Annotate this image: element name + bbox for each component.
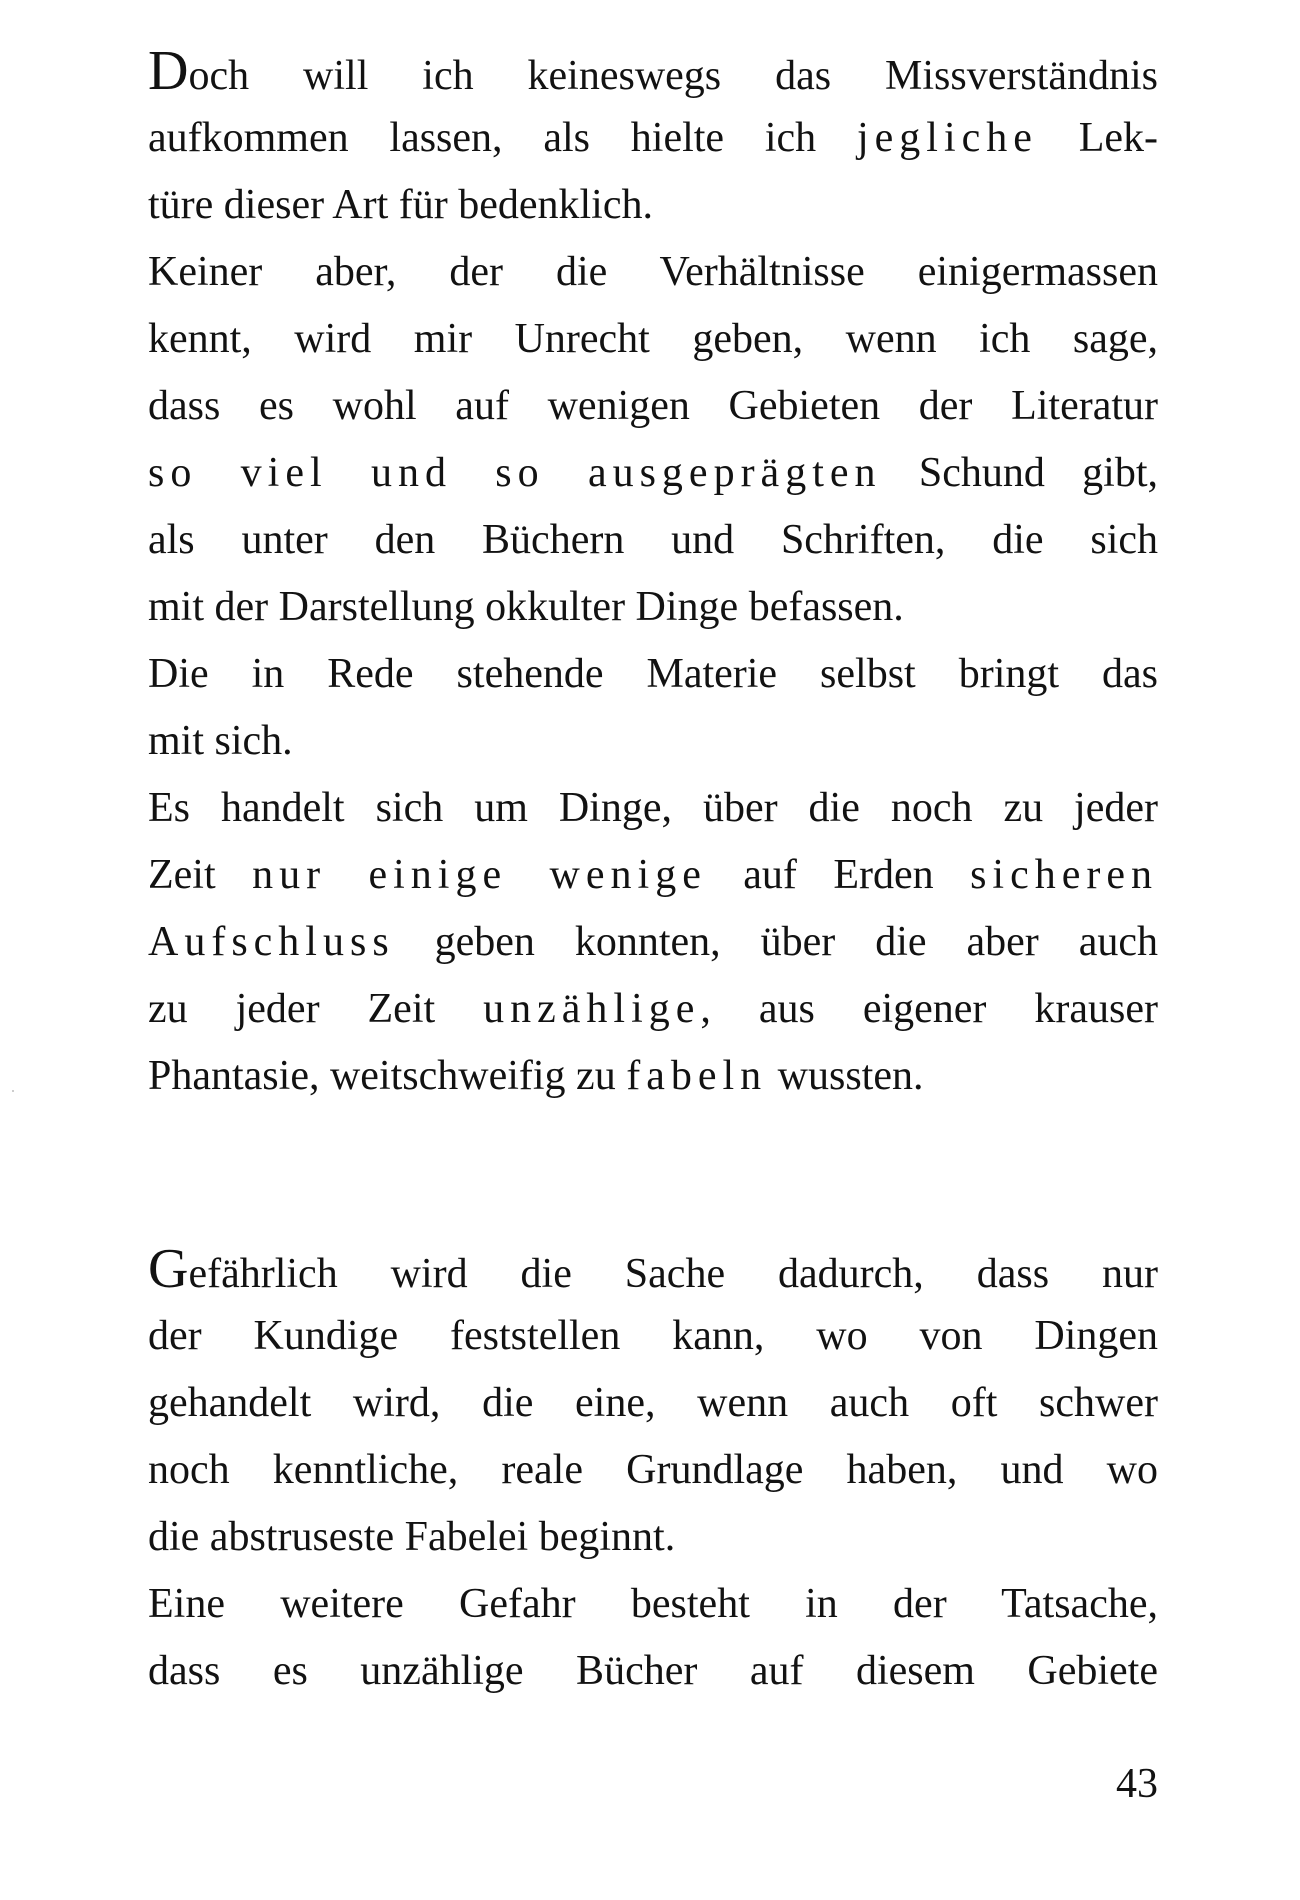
text-line: [148, 976, 1158, 1043]
text-line: [148, 38, 1158, 105]
text-line: [148, 105, 1158, 172]
text-line: dass es unzählige Bücher auf diesem Gebiete: [148, 1648, 1158, 1694]
emphasized-phrase: so viel und so ausgeprägten: [148, 450, 882, 496]
text-span: auf Erden: [706, 852, 971, 898]
text-span: Phantasie, weitschweifig zu: [148, 1053, 627, 1099]
text-span: , aus eigener krauser: [700, 986, 1158, 1032]
text-span: zu jeder Zeit: [148, 986, 484, 1032]
text-line: kennt, wird mir Unrecht geben, wenn ich sage,: [148, 316, 1158, 362]
text-line: die abstruseste Fabelei beginnt.: [148, 1514, 676, 1560]
emphasized-phrase: nur einige wenige: [252, 852, 707, 898]
emphasized-word: unzählige: [483, 986, 701, 1032]
initial-letter: D: [148, 40, 189, 102]
text-span: och will ich keineswegs das Missverständnis: [188, 53, 1158, 99]
text-line: [148, 909, 1158, 976]
text-line: [148, 842, 1158, 909]
text-line: dass es wohl auf wenigen Gebieten der Literatur: [148, 383, 1158, 429]
text-line: [148, 1043, 1158, 1110]
emphasized-word: jegliche: [856, 115, 1038, 161]
page-number: 43: [1116, 1761, 1158, 1807]
text-span: Zeit: [148, 852, 253, 898]
paragraph-1: [148, 38, 1158, 1110]
text-line: Eine weitere Gefahr besteht in der Tatsache,: [148, 1581, 1158, 1627]
text-line: [148, 440, 1158, 507]
text-line: gehandelt wird, die eine, wenn auch oft schwer: [148, 1380, 1158, 1426]
text-line: Keiner aber, der die Verhältnisse einigermassen: [148, 249, 1158, 295]
text-line: als unter den Büchern und Schriften, die sich: [148, 517, 1158, 563]
text-line: türe dieser Art für bedenklich.: [148, 182, 653, 228]
text-line: [148, 1236, 1158, 1303]
text-line: der Kundige feststellen kann, wo von Dingen: [148, 1313, 1158, 1359]
text-span: Lek-: [1037, 115, 1158, 161]
initial-letter: G: [148, 1238, 189, 1300]
text-line: Es handelt sich um Dinge, über die noch zu jeder: [148, 785, 1158, 831]
text-span: aufkommen lassen, als hielte ich: [148, 115, 857, 161]
text-span: wussten.: [767, 1053, 924, 1099]
emphasized-word: fabeln: [626, 1053, 768, 1099]
margin-speck: [12, 1090, 14, 1092]
text-span: geben konnten, über die aber auch: [394, 919, 1158, 965]
text-line: mit der Darstellung okkulter Dinge befassen.: [148, 584, 904, 630]
paragraph-2: [148, 1236, 1158, 1705]
text-line: noch kenntliche, reale Grundlage haben, und wo: [148, 1447, 1158, 1493]
text-span: Schund gibt,: [881, 450, 1158, 496]
text-line: mit sich.: [148, 718, 293, 764]
text-span: efährlich wird die Sache dadurch, dass nur: [188, 1251, 1158, 1297]
text-line: Die in Rede stehende Materie selbst bringt das: [148, 651, 1158, 697]
emphasized-word: Aufschluss: [148, 919, 395, 965]
emphasized-word: sicheren: [970, 852, 1158, 898]
